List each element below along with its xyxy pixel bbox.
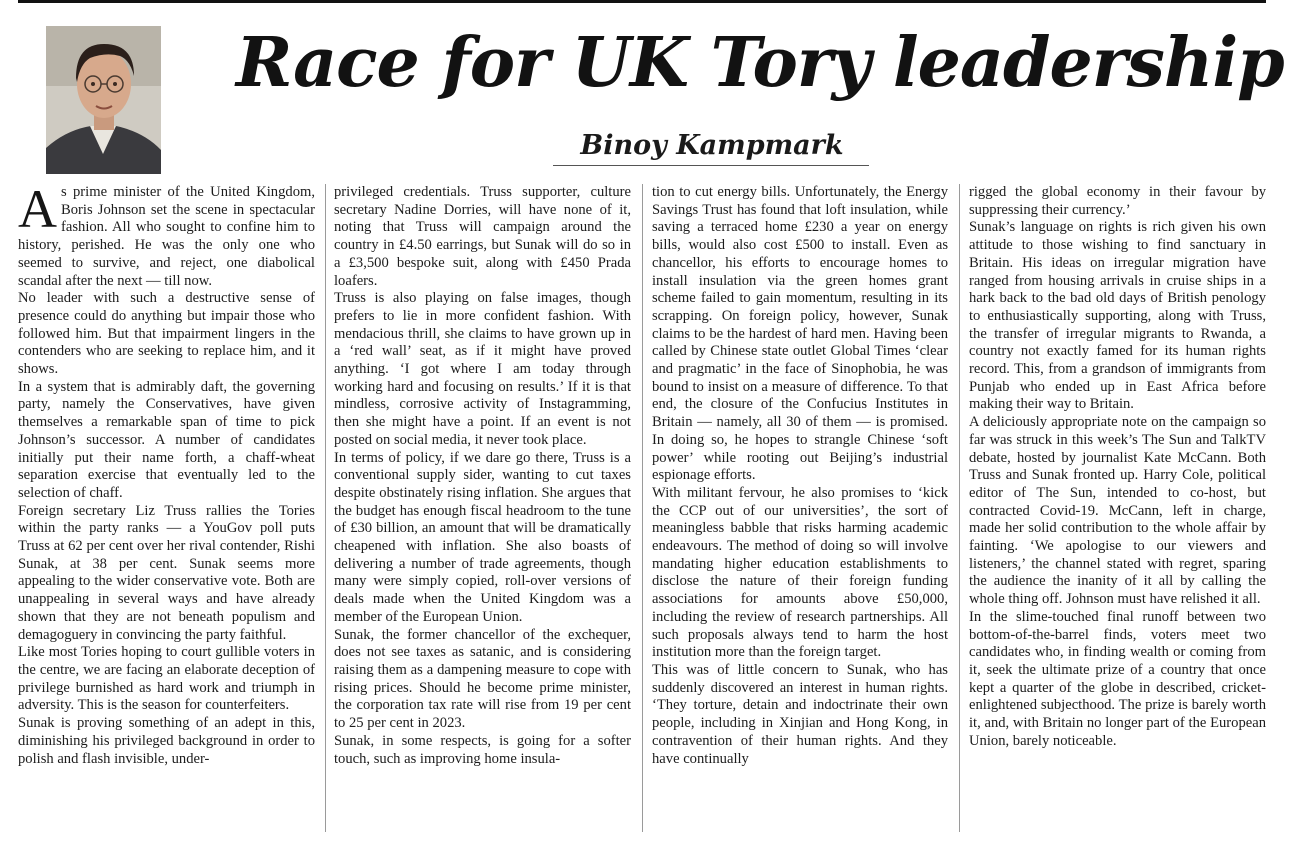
byline-underline (553, 165, 869, 166)
article-paragraph: privileged credentials. Truss supporter, culture secretary Nadine Dorries, will have none of it, noting that Truss will campaign around the country in £4.50 earrings, but Sunak will do so in a £3,500 bespoke suit, along with £450 Prada loafers. (334, 184, 631, 289)
article-column-2 (334, 184, 631, 834)
article-paragraph: In terms of policy, if we dare go there, Truss is a conventional supply sider, wanting to cut taxes despite obstinately rising inflation. She argues that the budget has enough fiscal headroom to the tune of £30 billion, an amount that will be dramatically cheapened with inflation. She also boasts of delivering a number of trade agreements, though many were simply copied, roll-over versions of deals made when the United Kingdom was a member of the European Union. (334, 449, 631, 625)
article-paragraph: This was of little concern to Sunak, who has suddenly discovered an interest in human rights. ‘They torture, detain and indoctrinate their own people, including in Xinjian and Hong Kong, in contravention of their human rights. And they have continually (652, 661, 948, 767)
article-paragraph: rigged the global economy in their favour by suppressing their currency.’ (969, 184, 1266, 218)
article-paragraph: A deliciously appropriate note on the campaign so far was struck in this week’s The Sun and TalkTV debate, hosted by journalist Kate McCann. Both Truss and Sunak fronted up. Harry Cole, political editor of The Sun, intended to co-host, but contracted Covid-19. McCann, left in charge, made her solid contribution to the whole affair by fainting. ‘We apologise to our viewers and listeners,’ the channel stated with regret, sparing the audience the inanity of it all by calling the whole thing off. Johnson must have relished it all. (969, 414, 1266, 608)
article-paragraph: Sunak’s language on rights is rich given his own attitude to those wishing to find sanctuary in Britain. His ideas on irregular migration have ranged from housing arrivals in cruise ships in a hark back to the bad old days of British penology to enthusiastically supporting, along with Truss, the transfer of irregular migrants to Rwanda, a country not exactly famed for its human rights record. This, from a grandson of immigrants from Punjab who ended up in East Africa before making their way to Britain. (969, 219, 1266, 413)
article-paragraph: In the slime-touched final runoff between two bottom-of-the-barrel finds, voters meet two candidates who, in finding wealth or coming from it, seek the ultimate prize of a country that once kept a quarter of the globe in described, cricket-enlightened subjecthood. The prize is barely worth it, and, with Britain no longer part of the European Union, barely noticeable. (969, 608, 1266, 749)
article-paragraph: No leader with such a destructive sense of presence could do anything but impair those who followed him. But that impairment lingers in the contenders who are seeking to replace him, and it shows. (18, 290, 315, 378)
top-rule (18, 0, 1266, 3)
article-paragraph: Foreign secretary Liz Truss rallies the Tories within the party ranks — a YouGov poll puts Truss at 62 per cent over her rival contender, Rishi Sunak, at 38 per cent. Sunak seems more appealing to the wider conservative vote. Both are unappealing in several ways and have already shown that they are not beneath populism and demagoguery in convincing the party faithful. (18, 502, 315, 643)
article-paragraph: Sunak, in some respects, is going for a softer touch, such as improving home insula- (334, 732, 631, 767)
article-paragraph: In a system that is admirably daft, the governing party, namely the Conservatives, have given themselves a remarkable span of time to pick Johnson’s successor. A number of candidates initially put their name forth, a chaff-wheat separation exercise that eventually led to the selection of chaff. (18, 378, 315, 501)
column-divider (642, 184, 643, 832)
author-portrait-illustration (46, 26, 161, 174)
column-divider (959, 184, 960, 832)
drop-cap: A (18, 184, 57, 239)
article-column-3 (652, 184, 948, 834)
article-paragraph: Like most Tories hoping to court gullible voters in the centre, we are facing an elaborate deception of privilege burnished as hard work and triumph in adversity. This is the season for counterfeiters. (18, 644, 315, 714)
article-paragraph: With militant fervour, he also promises to ‘kick the CCP out of our universities’, the sort of meaningless babble that risks harming academic endeavours. The method of doing so will involve mandating higher education establishments to disclose the nature of their foreign funding associations for amounts above £50,000, including the review of research partnerships. All such proposals always tend to harm the host institution more than the foreign target. (652, 484, 948, 661)
author-photo (46, 26, 161, 174)
article-paragraph (18, 184, 315, 290)
article-column-4 (969, 184, 1266, 834)
article-column-1 (18, 184, 315, 834)
article-paragraph: Sunak is proving something of an adept in this, diminishing his privileged background in order to polish and flash invisible, under- (18, 715, 315, 767)
article-headline: Race for UK Tory leadership (236, 23, 1284, 103)
author-byline: Binoy Kampmark (580, 130, 844, 161)
article-paragraph: tion to cut energy bills. Unfortunately, the Energy Savings Trust has found that loft insulation, while saving a terraced home £230 a year on energy bills, would also cost £500 to install. Even as chancellor, his efforts to encourage homes to install insulation via the green homes grant scheme failed to gain momentum, resulting in its scrapping. On foreign policy, however, Sunak claims to be the hardest of hard men. Having been called by Chinese state outlet Global Times ‘clear and pragmatic’ in the face of Sinophobia, he was bound to insist on a measure of difference. To that end, the closure of the Confucius Institutes in Britain — namely, all 30 of them — is promised. In doing so, he hopes to strangle Chinese ‘soft power’ while rooting out Beijing’s industrial espionage efforts. (652, 184, 948, 484)
column-divider (325, 184, 326, 832)
article-paragraph: Truss is also playing on false images, though prefers to lie in more confident fashion. With mendacious thrill, she claims to have grown up in a ‘red wall’ seat, as if it might have proved anything. ‘I got where I am today through working hard and focusing on results.’ If it is that mindless, corrosive activity of Instagramming, then she might have a point. If an event is not posted on social media, it never took place. (334, 290, 631, 448)
article-paragraph: Sunak, the former chancellor of the exchequer, does not see taxes as satanic, and is considering raising them as a dampening measure to cope with rising prices. Should he become prime minister, the corporation tax rate will rise from 19 per cent to 25 per cent in 2023. (334, 626, 631, 732)
paragraph-text: s prime minister of the United Kingdom, Boris Johnson set the scene in spectacular fashion. All who sought to confine him to history, perished. He was the only one who seemed to survive, and reject, one diabolical scandal after the next — till now. (18, 184, 315, 289)
